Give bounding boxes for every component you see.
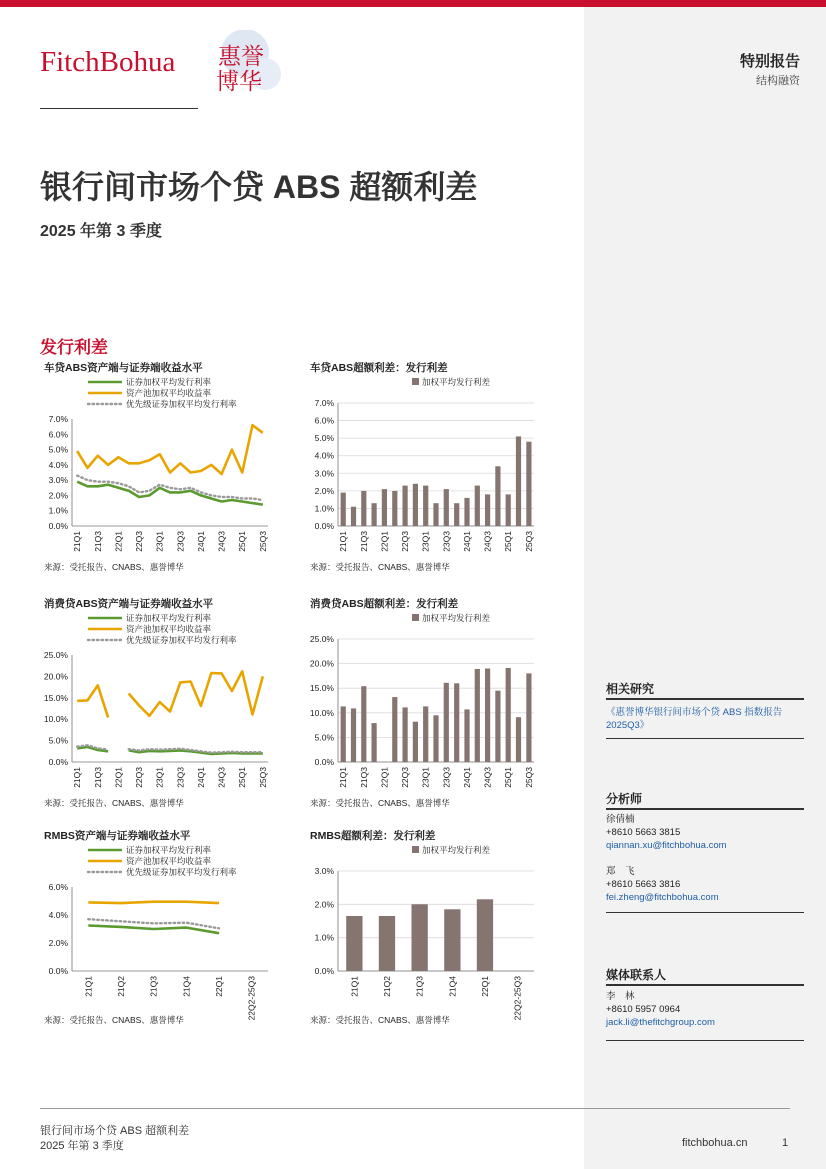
series-line [77,482,263,505]
x-tick-label: 23Q3 [175,767,186,788]
bar [372,503,377,526]
y-tick-label: 1.0% [314,503,334,514]
bar [506,668,511,762]
x-tick-label: 21Q3 [414,976,425,997]
rmbs-yield-chart [40,826,280,1031]
chart-svg [40,594,280,814]
page-title: 银行间市场个贷 ABS 超额利差 [40,169,478,205]
legend-label: 优先级证券加权平均发行利率 [126,867,237,877]
x-tick-label: 25Q3 [523,767,534,788]
footer-website[interactable]: fitchbohua.cn [682,1137,748,1149]
bar [444,683,449,762]
sidebar-divider [606,738,804,739]
legend-label: 资产池加权平均收益率 [126,624,212,634]
legend-label: 资产池加权平均收益率 [126,388,212,398]
logo-underline [40,108,198,109]
chart-source: 来源：受托报告、CNABS、惠誉博华 [44,1015,184,1025]
x-tick-label: 22Q1 [113,531,124,552]
bar [495,466,500,526]
y-tick-label: 3.0% [48,475,68,486]
legend-label: 证券加权平均发行利率 [126,845,212,855]
series-line [77,476,263,500]
bar [346,916,362,971]
doc-category: 结构融资 [756,75,800,87]
bar [341,706,346,762]
sidebar-divider [606,912,804,913]
bar [413,484,418,526]
x-tick-label: 22Q3 [400,767,411,788]
chart-source: 来源：受托报告、CNABS、惠誉博华 [44,798,184,808]
x-tick-label: 21Q1 [72,767,83,788]
y-tick-label: 0.0% [314,757,334,767]
x-tick-label: 25Q1 [237,767,248,788]
x-tick-label: 23Q1 [420,767,431,788]
y-tick-label: 10.0% [309,707,334,718]
bar [454,503,459,526]
media-contact-name: 李 林 [606,991,635,1002]
bar [516,436,521,526]
x-tick-label: 22Q3 [134,531,145,552]
x-tick-label: 24Q1 [195,767,206,788]
footer-report-title: 银行间市场个贷 ABS 超额利差 [40,1125,190,1137]
bar [444,489,449,526]
legend-swatch [412,378,419,385]
x-tick-label: 24Q3 [216,531,227,552]
y-tick-label: 5.0% [314,732,334,743]
series-line [129,671,263,716]
doc-type: 特别报告 [739,53,800,70]
chart-source: 来源：受托报告、CNABS、惠誉博华 [310,562,450,572]
x-tick-label: 24Q3 [482,531,493,552]
y-tick-label: 5.0% [314,433,334,444]
analyst-name: 徐倩楠 [606,814,635,825]
bar [351,507,356,526]
x-tick-label: 22Q1 [379,767,390,788]
fitchbohua-logo [40,30,290,100]
sidebar-divider [606,1040,804,1041]
bar [506,494,511,526]
bar [423,486,428,526]
analyst-name: 郑 飞 [606,866,635,877]
footer-report-period: 2025 年第 3 季度 [40,1140,124,1152]
x-tick-label: 21Q1 [349,976,360,997]
x-tick-label: 23Q1 [420,531,431,552]
legend-label: 加权平均发行利差 [422,845,491,855]
x-tick-label: 22Q2-25Q3 [246,976,257,1021]
x-tick-label: 21Q3 [358,531,369,552]
bar [464,709,469,762]
y-tick-label: 0.0% [314,521,334,531]
bar [392,697,397,762]
y-tick-label: 25.0% [43,650,68,660]
y-tick-label: 0.0% [48,521,68,531]
section-title: 发行利差 [40,338,108,357]
y-tick-label: 20.0% [309,658,334,669]
x-tick-label: 22Q3 [134,767,145,788]
x-tick-label: 21Q3 [358,767,369,788]
x-tick-label: 25Q1 [503,531,514,552]
bar [475,486,480,526]
bar [526,673,531,762]
x-tick-label: 22Q3 [400,531,411,552]
rmbs-spread-chart [306,826,546,1031]
analyst-phone: +8610 5663 3815 [606,827,681,838]
sidebar-divider [606,698,804,700]
y-tick-label: 2.0% [314,899,334,910]
bar [526,442,531,526]
related-research-heading: 相关研究 [606,682,655,696]
chart-svg [306,594,546,814]
chart-title: 消费贷ABS资产端与证券端收益水平 [44,598,214,610]
chart-source: 来源：受托报告、CNABS、惠誉博华 [310,1015,450,1025]
x-tick-label: 25Q1 [503,767,514,788]
sidebar-divider [606,808,804,810]
bar [372,723,377,762]
y-tick-label: 7.0% [314,398,334,408]
x-tick-label: 23Q1 [154,767,165,788]
x-tick-label: 24Q1 [461,767,472,788]
y-tick-label: 25.0% [309,634,334,644]
bar [444,909,460,971]
legend-label: 证券加权平均发行利率 [126,377,212,387]
media-contact-email[interactable]: jack.li@thefitchgroup.com [606,1017,715,1028]
series-line [88,926,219,934]
bar [475,669,480,762]
bar [464,498,469,526]
x-tick-label: 21Q2 [382,976,392,997]
x-tick-label: 21Q4 [447,976,458,997]
y-tick-label: 4.0% [314,450,334,461]
chart-svg [40,358,280,578]
analyst-heading: 分析师 [606,792,643,806]
x-tick-label: 21Q1 [338,531,349,552]
series-line [77,425,263,474]
x-tick-label: 25Q3 [523,531,534,552]
series-line [77,685,108,717]
legend-swatch [412,846,419,853]
media-contact-heading: 媒体联系人 [606,968,667,982]
bar [403,486,408,526]
x-tick-label: 21Q3 [92,767,103,788]
x-tick-label: 23Q3 [441,767,452,788]
legend-label: 证券加权平均发行利率 [126,613,212,623]
legend-swatch [412,614,419,621]
legend-label: 资产池加权平均收益率 [126,856,212,866]
series-line [88,902,219,903]
auto-yield-chart [40,358,280,578]
chart-title: RMBS资产端与证券端收益水平 [44,830,191,842]
legend-label: 加权平均发行利差 [422,613,491,623]
bar [351,708,356,762]
x-tick-label: 22Q1 [113,767,124,788]
y-tick-label: 15.0% [43,692,68,703]
x-tick-label: 24Q3 [482,767,493,788]
chart-title: 车贷ABS资产端与证券端收益水平 [44,362,203,374]
logo-cn-top: 惠誉 [218,44,264,70]
analyst-email[interactable]: qiannan.xu@fitchbohua.com [606,840,727,851]
bar [392,491,397,526]
x-tick-label: 22Q2-25Q3 [512,976,523,1021]
legend-label: 优先级证券加权平均发行利率 [126,399,237,409]
analyst-email[interactable]: fei.zheng@fitchbohua.com [606,892,719,903]
x-tick-label: 21Q1 [338,767,349,788]
bar [495,691,500,762]
x-tick-label: 23Q3 [441,531,452,552]
x-tick-label: 23Q1 [154,531,165,552]
y-tick-label: 6.0% [314,415,334,426]
y-tick-label: 3.0% [314,866,334,876]
page-subtitle: 2025 年第 3 季度 [40,223,162,240]
y-tick-label: 0.0% [48,757,68,767]
sidebar-divider [606,984,804,986]
y-tick-label: 6.0% [48,882,68,892]
consumer-spread-chart [306,594,546,814]
x-tick-label: 21Q2 [116,976,126,997]
y-tick-label: 10.0% [43,714,68,725]
chart-source: 来源：受托报告、CNABS、惠誉博华 [44,562,184,572]
media-contact-phone: +8610 5957 0964 [606,1004,681,1015]
y-tick-label: 7.0% [48,414,68,424]
bar [413,722,418,762]
footer-divider [40,1108,790,1109]
top-accent-bar [0,0,826,7]
y-tick-label: 5.0% [48,735,68,746]
bar [485,669,490,763]
x-tick-label: 23Q3 [175,531,186,552]
bar [379,916,395,971]
chart-source: 来源：受托报告、CNABS、惠誉博华 [310,798,450,808]
x-tick-label: 25Q3 [257,767,268,788]
y-tick-label: 1.0% [314,932,334,943]
bar [382,489,387,526]
x-tick-label: 21Q1 [83,976,94,997]
bar [361,491,366,526]
y-tick-label: 15.0% [309,683,334,694]
bar [361,686,366,762]
y-tick-label: 5.0% [48,444,68,455]
logo-cn-bottom: 博华 [216,69,262,95]
x-tick-label: 21Q1 [72,531,83,552]
bar [433,715,438,762]
y-tick-label: 1.0% [48,505,68,516]
y-tick-label: 4.0% [48,459,68,470]
chart-svg [306,826,546,1031]
auto-spread-chart [306,358,546,578]
chart-title: 车贷ABS超额利差：发行利差 [310,362,448,374]
consumer-yield-chart [40,594,280,814]
bar [403,707,408,762]
y-tick-label: 6.0% [48,429,68,440]
y-tick-label: 2.0% [48,490,68,501]
bar [423,706,428,762]
bar [454,683,459,762]
bar [485,494,490,526]
x-tick-label: 24Q1 [195,531,206,552]
related-research-link[interactable]: 《惠誉博华银行间市场个贷 ABS 指数报告 2025Q3》 [606,707,783,731]
x-tick-label: 25Q1 [237,531,248,552]
y-tick-label: 0.0% [314,966,334,976]
legend-label: 优先级证券加权平均发行利率 [126,635,237,645]
y-tick-label: 20.0% [43,671,68,682]
chart-svg [306,358,546,578]
x-tick-label: 21Q4 [181,976,192,997]
legend-label: 加权平均发行利差 [422,377,491,387]
chart-svg [40,826,280,1031]
x-tick-label: 22Q1 [214,976,224,997]
x-tick-label: 25Q3 [257,531,268,552]
chart-title: 消费贷ABS超额利差：发行利差 [310,598,459,610]
x-tick-label: 21Q3 [92,531,103,552]
y-tick-label: 4.0% [48,910,68,920]
x-tick-label: 22Q1 [480,976,490,997]
x-tick-label: 24Q1 [461,531,472,552]
analyst-phone: +8610 5663 3816 [606,879,681,890]
bar [341,493,346,526]
logo-wordmark: FitchBohua [40,46,176,78]
bar [412,904,428,971]
bar [516,717,521,762]
y-tick-label: 0.0% [48,966,68,976]
page-number: 1 [782,1137,789,1149]
y-tick-label: 2.0% [48,938,68,948]
y-tick-label: 3.0% [314,468,334,479]
bar [477,899,493,971]
y-tick-label: 2.0% [314,485,334,496]
bar [433,503,438,526]
x-tick-label: 22Q1 [379,531,390,552]
chart-title: RMBS超额利差：发行利差 [310,830,436,842]
x-tick-label: 24Q3 [216,767,227,788]
x-tick-label: 21Q3 [148,976,159,997]
